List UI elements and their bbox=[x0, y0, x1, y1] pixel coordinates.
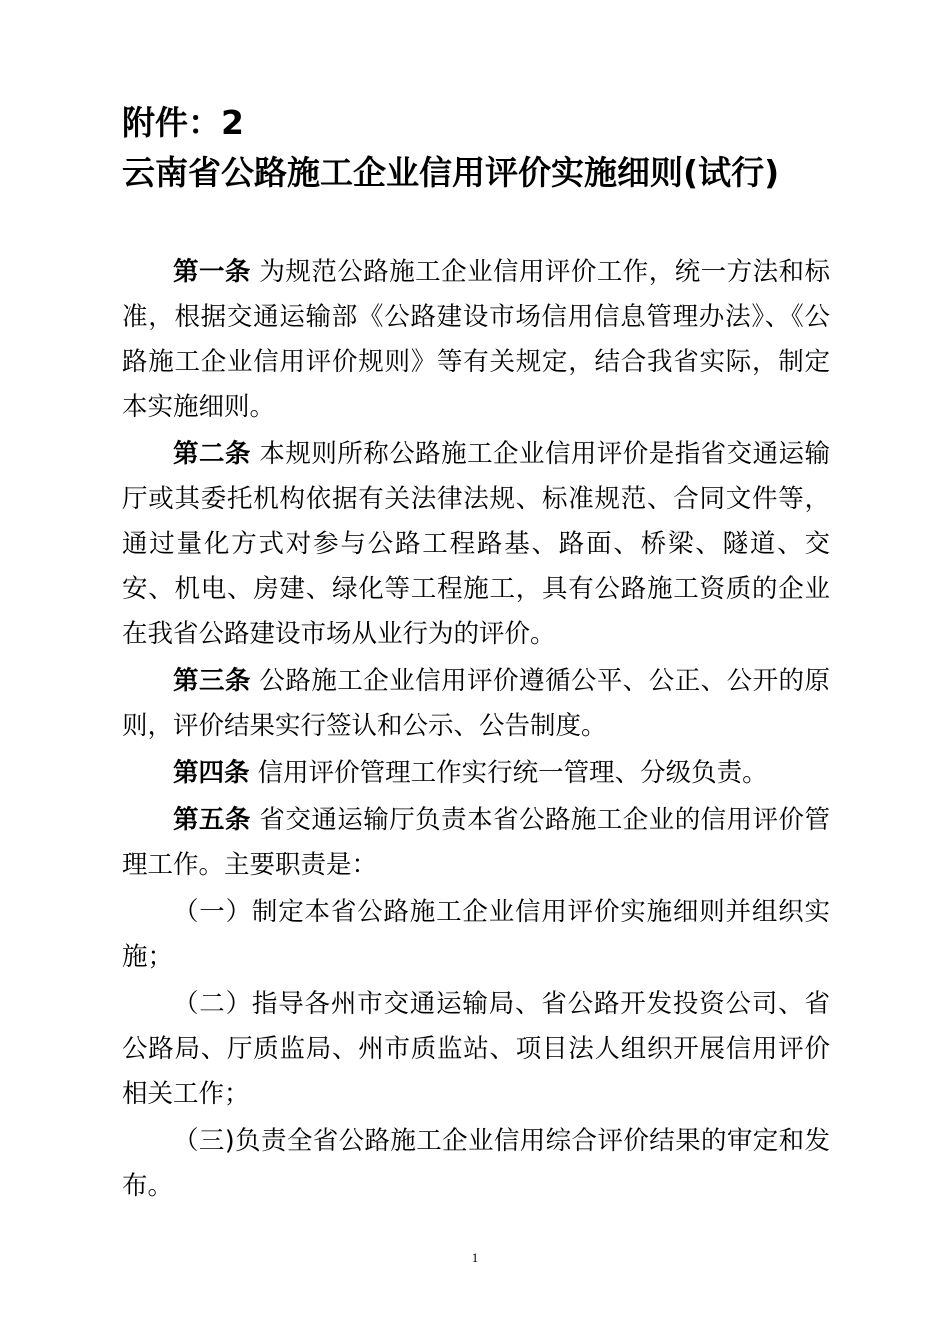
paragraph-text: （三)负责全省公路施工企业信用综合评价结果的审定和发布。 bbox=[122, 1126, 830, 1201]
paragraph-article-4 bbox=[122, 751, 830, 796]
article-heading: 第五条 bbox=[173, 805, 251, 835]
list-item-duty-2 bbox=[122, 982, 830, 1117]
paragraph-text: 为规范公路施工企业信用评价工作，统一方法和标准，根据交通运输部《公路建设市场信用信息管理办法》、《公路施工企业信用评价规则》等有关规定，结合我省实际，制定本实施细则。 bbox=[122, 257, 830, 422]
document-heading bbox=[122, 98, 842, 198]
paragraph-text: 信用评价管理工作实行统一管理、分级负责。 bbox=[249, 758, 768, 788]
document-body bbox=[122, 250, 830, 1211]
document-title: 云南省公路施工企业信用评价实施细则(试行) bbox=[122, 153, 780, 192]
paragraph-article-3 bbox=[122, 659, 830, 749]
paragraph-text: （一）制定本省公路施工企业信用评价实施细则并组织实施； bbox=[122, 897, 830, 972]
paragraph-article-5 bbox=[122, 798, 830, 888]
article-heading: 第二条 bbox=[173, 439, 251, 469]
list-item-duty-3 bbox=[122, 1119, 830, 1209]
article-heading: 第四条 bbox=[173, 758, 250, 788]
article-heading: 第三条 bbox=[173, 666, 251, 696]
paragraph-text: （二）指导各州市交通运输局、省公路开发投资公司、省公路局、厅质监局、州市质监站、项目法人组织开展信用评价相关工作； bbox=[122, 989, 830, 1109]
list-item-duty-1 bbox=[122, 890, 830, 980]
paragraph-text: 省交通运输厅负责本省公路施工企业的信用评价管理工作。主要职责是： bbox=[122, 805, 830, 880]
paragraph-article-1 bbox=[122, 250, 830, 430]
article-heading: 第一条 bbox=[173, 257, 251, 287]
paragraph-text: 本规则所称公路施工企业信用评价是指省交通运输厅或其委托机构依据有关法律法规、标准规范、合同文件等，通过量化方式对参与公路工程路基、路面、桥梁、隧道、交安、机电、房建、绿化等工程施工，具有公路施工资质的企业在我省公路建设市场从业行为的评价。 bbox=[122, 439, 830, 649]
paragraph-article-2 bbox=[122, 432, 830, 657]
attachment-label: 附件：2 bbox=[122, 103, 244, 142]
paragraph-text: 公路施工企业信用评价遵循公平、公正、公开的原则，评价结果实行签认和公示、公告制度。 bbox=[122, 666, 830, 741]
page-number: 1 bbox=[471, 1250, 479, 1265]
